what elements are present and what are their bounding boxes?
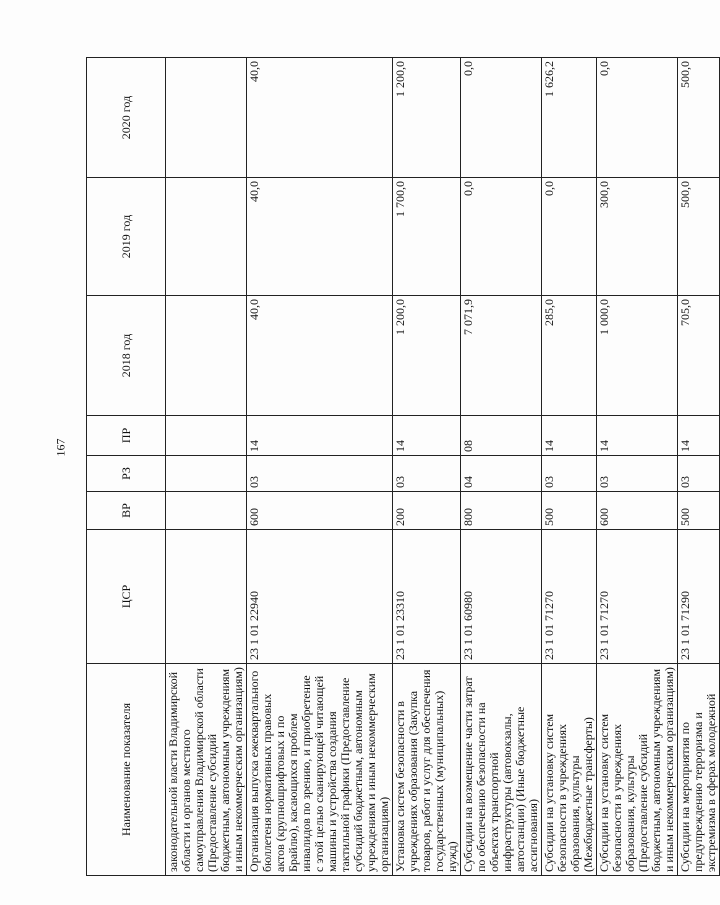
cell-2020: 500,0 <box>678 58 720 178</box>
cell-pr <box>166 416 247 456</box>
cell-csr: 23 1 01 71290 <box>678 530 720 664</box>
cell-2018: 1 000,0 <box>597 296 678 416</box>
cell-vr: 500 <box>678 492 720 530</box>
cell-csr: 23 1 01 71270 <box>542 530 597 664</box>
header-name: Наименование показателя <box>87 664 166 876</box>
cell-name: Субсидии на установку систем безопасности в учреждениях образования, культуры (Межбюджетные трансферты) <box>542 664 597 876</box>
cell-csr <box>166 530 247 664</box>
cell-vr: 600 <box>597 492 678 530</box>
cell-rz: 03 <box>542 456 597 492</box>
cell-2020: 40,0 <box>247 58 393 178</box>
cell-2018: 285,0 <box>542 296 597 416</box>
cell-rz: 03 <box>597 456 678 492</box>
header-rz: РЗ <box>87 456 166 492</box>
header-vr: ВР <box>87 492 166 530</box>
cell-pr: 08 <box>461 416 542 456</box>
cell-2020: 0,0 <box>461 58 542 178</box>
rotated-table-container <box>86 58 718 876</box>
cell-name: Субсидии на установку систем безопасности в учреждениях образования, культуры (Предоставление субсидий бюджетным, автономным учреждениям и иным некоммерческим организациям) <box>597 664 678 876</box>
cell-vr <box>166 492 247 530</box>
cell-rz: 03 <box>678 456 720 492</box>
budget-table <box>86 57 720 876</box>
cell-pr: 14 <box>597 416 678 456</box>
cell-pr: 14 <box>542 416 597 456</box>
header-2020: 2020 год <box>87 58 166 178</box>
cell-name: законодательной власти Владимирской области и органов местного самоуправления Владимирской области (Предоставление субсидий бюджетным, автономным учреждениям и иным некоммерческим организациям) <box>166 664 247 876</box>
cell-name: Субсидии на мероприятия по предупреждению терроризма и экстремизма в сферах молодежной <box>678 664 720 876</box>
cell-2020: 1 200,0 <box>393 58 461 178</box>
cell-vr: 800 <box>461 492 542 530</box>
cell-csr: 23 1 01 23310 <box>393 530 461 664</box>
cell-2018 <box>166 296 247 416</box>
header-2019: 2019 год <box>87 178 166 296</box>
header-pr: ПР <box>87 416 166 456</box>
cell-vr: 600 <box>247 492 393 530</box>
cell-2018: 40,0 <box>247 296 393 416</box>
cell-csr: 23 1 01 71270 <box>597 530 678 664</box>
header-row <box>87 58 166 876</box>
cell-name: Установка систем безопасности в учреждениях образования (Закупка товаров, работ и услуг для обеспечения государственных (муниципальных) нужд) <box>393 664 461 876</box>
cell-vr: 200 <box>393 492 461 530</box>
cell-2019 <box>166 178 247 296</box>
table-row <box>166 58 247 876</box>
page-number: 167 <box>53 438 68 457</box>
table-row <box>597 58 678 876</box>
cell-rz: 03 <box>393 456 461 492</box>
cell-rz <box>166 456 247 492</box>
cell-pr: 14 <box>393 416 461 456</box>
header-2018: 2018 год <box>87 296 166 416</box>
cell-2020 <box>166 58 247 178</box>
cell-csr: 23 1 01 22940 <box>247 530 393 664</box>
cell-2018: 1 200,0 <box>393 296 461 416</box>
table-row <box>393 58 461 876</box>
cell-2019: 0,0 <box>461 178 542 296</box>
cell-pr: 14 <box>247 416 393 456</box>
cell-2020: 1 626,2 <box>542 58 597 178</box>
cell-name: Субсидии на возмещение части затрат по обеспечению безопасности на объектах транспортной инфраструктуры (автовокзалы, автостанции) (Иные бюджетные ассигнования) <box>461 664 542 876</box>
cell-2019: 300,0 <box>597 178 678 296</box>
cell-rz: 03 <box>247 456 393 492</box>
header-csr: ЦСР <box>87 530 166 664</box>
table-row <box>247 58 393 876</box>
cell-rz: 04 <box>461 456 542 492</box>
cell-2020: 0,0 <box>597 58 678 178</box>
cell-2019: 1 700,0 <box>393 178 461 296</box>
cell-pr: 14 <box>678 416 720 456</box>
cell-2018: 705,0 <box>678 296 720 416</box>
cell-2018: 7 071,9 <box>461 296 542 416</box>
cell-2019: 0,0 <box>542 178 597 296</box>
cell-name: Организация выпуска ежеквартального бюллетеня нормативных правовых актов (крупношрифтовых и по Брайлю), касающихся проблем инвалидов по зрению, и приобретение с этой целью сканирующей читающей машины и устройства создания тактильной графики (Предоставление субсидий бюджетным, автономным учреждениям и иным некоммерческим организациям) <box>247 664 393 876</box>
cell-2019: 500,0 <box>678 178 720 296</box>
cell-csr: 23 1 01 60980 <box>461 530 542 664</box>
table-row <box>542 58 597 876</box>
table-row <box>461 58 542 876</box>
cell-2019: 40,0 <box>247 178 393 296</box>
table-row <box>678 58 720 876</box>
cell-vr: 500 <box>542 492 597 530</box>
